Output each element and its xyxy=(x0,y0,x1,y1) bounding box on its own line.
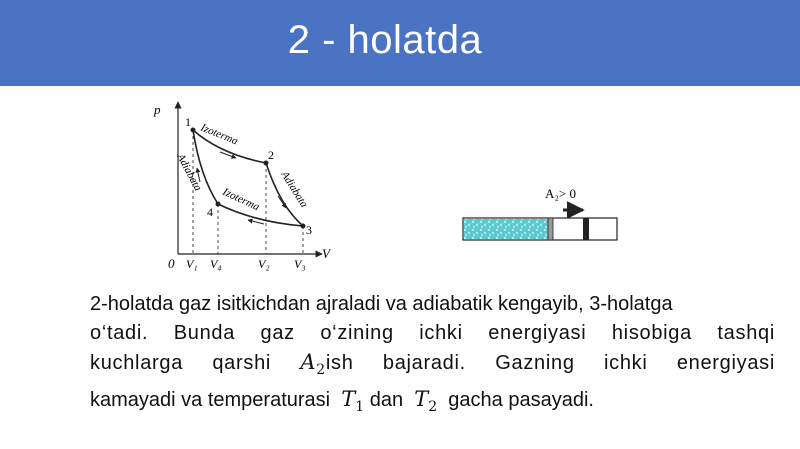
title-bar xyxy=(0,0,800,86)
label-isotherm-top: Izoterma xyxy=(198,121,240,148)
t2-symbol-letter: T xyxy=(414,387,429,412)
point-label-1: 1 xyxy=(185,115,191,129)
work-symbol-letter: A xyxy=(300,350,317,374)
work-label: A₂> 0 xyxy=(545,186,577,201)
point-3 xyxy=(301,224,306,229)
t2-symbol-sub: 2 xyxy=(428,399,438,416)
label-adiabat-right: Adiabata xyxy=(278,169,311,210)
p-axis-label: p xyxy=(154,102,161,117)
v-axis-label: V xyxy=(322,246,330,261)
t1-symbol xyxy=(341,387,365,416)
piston-cylinder xyxy=(455,180,625,244)
tick-v4: V₄ xyxy=(210,257,222,271)
arrow-3-4 xyxy=(248,220,264,224)
stopper xyxy=(583,218,589,240)
tick-v2: V₂ xyxy=(258,257,270,271)
slide-title: 2 - holatda xyxy=(287,18,483,62)
t2-symbol xyxy=(414,387,438,416)
text-line-2: o‘tadi. Bunda gaz o‘zining ichki energiyasi hisobiga tashqi xyxy=(90,322,775,344)
arrow-1-2 xyxy=(220,152,236,158)
arrow-2-3 xyxy=(278,196,286,208)
label-adiabat-left: Adiabata xyxy=(174,151,204,194)
tick-v1: V₁ xyxy=(186,257,198,271)
tick-v3: V₃ xyxy=(294,257,306,271)
point-1 xyxy=(191,128,196,133)
text-line-3-start: kuchlarga qarshi xyxy=(90,352,272,374)
text-line-4-dan: dan xyxy=(369,389,404,412)
pv-diagram xyxy=(150,96,350,276)
text-line-1: 2-holatda gaz isitkichdan ajraladi va adiabatik kengayib, 3-holatga xyxy=(90,293,673,315)
adiabat-4-1 xyxy=(193,130,218,204)
text-line-3-end: ish bajaradi. Gazning ichki energiyasi xyxy=(325,352,775,374)
text-line-4-end: gacha pasayadi. xyxy=(448,389,594,412)
label-isotherm-bottom: Izoterma xyxy=(220,185,262,214)
text-line-4-start: kamayadi va temperaturasi xyxy=(90,389,331,412)
t1-symbol-letter: T xyxy=(341,387,356,412)
point-label-3: 3 xyxy=(306,223,312,237)
origin-label: 0 xyxy=(168,256,175,271)
point-label-4: 4 xyxy=(207,205,213,219)
gas-fill xyxy=(464,219,548,239)
text-line-4 xyxy=(90,385,775,422)
t1-symbol-sub: 1 xyxy=(355,399,365,416)
explanation-text xyxy=(90,290,775,422)
piston-head xyxy=(548,218,553,240)
work-symbol-sub: 2 xyxy=(316,362,326,379)
work-symbol xyxy=(300,350,326,379)
point-4 xyxy=(216,202,221,207)
text-line-3 xyxy=(90,348,775,385)
point-label-2: 2 xyxy=(268,148,274,162)
